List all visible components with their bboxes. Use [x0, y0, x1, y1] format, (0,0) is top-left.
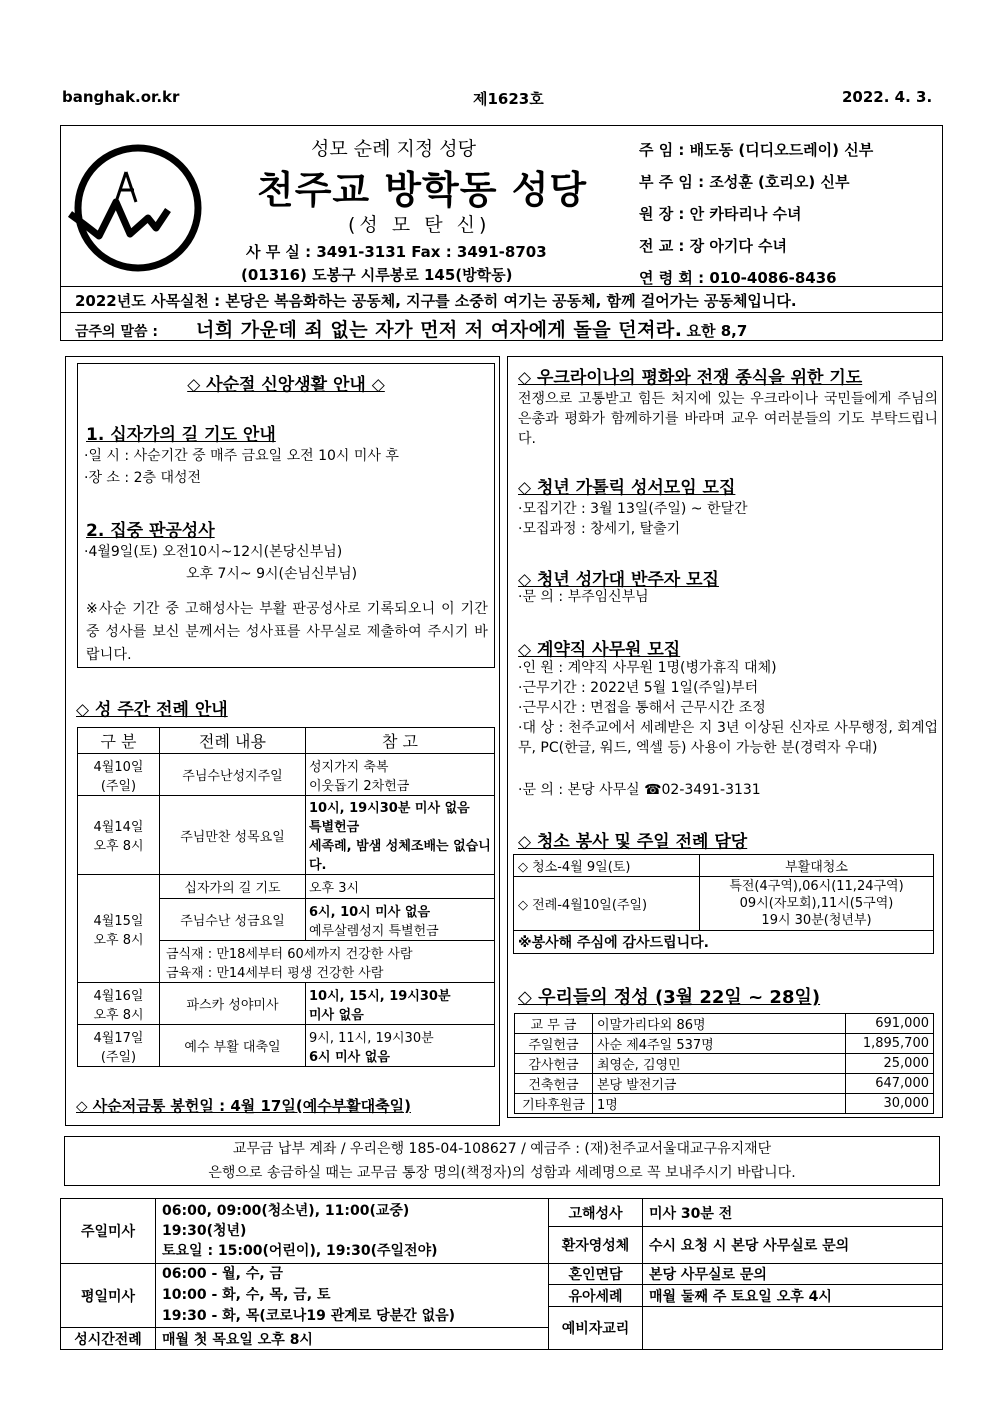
offering-row	[515, 1034, 934, 1054]
adoration-time: 매월 첫 목요일 오후 8시	[156, 1328, 549, 1350]
holy-week-title: ◇ 성 주간 전례 안내	[76, 700, 228, 720]
confession-morning: ·4월9일(토) 오전10시~12시(본당신부님)	[84, 544, 343, 560]
lent-guide-box	[77, 363, 495, 668]
cleaning-duty-table	[513, 854, 934, 954]
row-note: 9시, 11시, 19시30분 6시 미사 없음	[306, 1025, 495, 1067]
choir-pianist-contact: ·문 의 : 부주임신부님	[518, 589, 649, 605]
holy-week-table	[77, 727, 495, 1067]
table-row	[78, 875, 495, 899]
confession-title: 2. 집중 판공성사	[86, 521, 215, 541]
staff-assistant: 부 주 임 : 조성훈 (호리오) 신부	[639, 173, 850, 191]
row-date: 4월17일 (주일)	[78, 1025, 160, 1067]
offering-row	[515, 1074, 934, 1094]
row-liturgy: 십자가의 길 기도	[160, 875, 306, 899]
right-column	[507, 356, 943, 1118]
offering-description: 본당 발전기금	[593, 1074, 846, 1094]
confession-note: ※사순 기간 중 고해성사는 부활 판공성사로 기록되오니 이 기간 중 성사를 보신 분께서는 성사표를 사무실로 제출하여 주시기 바랍니다.	[86, 601, 488, 663]
fasting-rule: 금식재 : 만18세부터 60세까지 건강한 사람 금육재 : 만14세부터 평생 건강한 사람	[160, 941, 495, 983]
col-header-note: 참 고	[306, 728, 495, 754]
infant-baptism-label: 유아세례	[549, 1285, 643, 1307]
header-subtitle: 성모 순례 지정 성당	[311, 138, 476, 160]
row-note: 6시, 10시 미사 없음 예루살렘성지 특별헌금	[306, 899, 495, 941]
row-date: 4월16일 오후 8시	[78, 983, 160, 1025]
offering-category: 감사헌금	[515, 1054, 593, 1074]
offerings-title: ◇ 우리들의 정성 (3월 22일 ~ 28일)	[518, 987, 821, 1008]
youth-bible-course: ·모집과정 : 창세기, 탈출기	[518, 521, 681, 537]
table-row	[78, 754, 495, 796]
offering-amount: 647,000	[846, 1074, 934, 1094]
col-header-category: 구 분	[78, 728, 160, 754]
confession-evening: 오후 7시~ 9시(손님신부님)	[186, 566, 358, 582]
lent-savings-date: ◇ 사순저금통 봉헌일 : 4월 17일(예수부활대축일)	[76, 1097, 411, 1115]
row-date: 4월14일 오후 8시	[78, 796, 160, 875]
parish-title: 천주교 방학동 성당	[257, 168, 588, 212]
staff-funeral-society: 연 령 회 : 010-4086-8436	[639, 269, 837, 287]
staff-superior: 원 장 : 안 카타리나 수녀	[639, 205, 802, 223]
sunday-mass-label: 주일미사	[61, 1199, 156, 1264]
catechism-label: 예비자교리	[549, 1307, 643, 1350]
confession-time: 미사 30분 전	[643, 1199, 943, 1227]
office-staff-hours: ·근무시간 : 면접을 통해서 근무시간 조정	[518, 700, 766, 716]
row-liturgy: 예수 부활 대축일	[160, 1025, 306, 1067]
issue-date: 2022. 4. 3.	[842, 88, 933, 106]
staff-list	[639, 134, 873, 294]
confession-label: 고해성사	[549, 1199, 643, 1227]
offering-description: 사순 제4주일 537명	[593, 1034, 846, 1054]
offering-category: 주일헌금	[515, 1034, 593, 1054]
office-staff-contact: ·문 의 : 본당 사무실 ☎02-3491-3131	[518, 782, 761, 798]
bulletin-header	[60, 125, 943, 287]
offering-row	[515, 1094, 934, 1114]
mass-schedule	[60, 1198, 943, 1350]
cleaning-duty-title: ◇ 청소 봉사 및 주일 전례 담당	[518, 832, 748, 852]
stations-title: 1. 십자가의 길 기도 안내	[86, 425, 276, 445]
liturgy-assignments: 특전(4구역),06시(11,24구역) 09시(자모회),11시(5구역) 19시 30분(청년부)	[700, 877, 934, 931]
table-row	[78, 1025, 495, 1067]
liturgy-date: ◇ 전례-4월10일(주일)	[514, 877, 700, 931]
offering-row	[515, 1054, 934, 1074]
offering-description: 최영순, 김영민	[593, 1054, 846, 1074]
table-row	[514, 931, 934, 954]
pastoral-motto: 2022년도 사목실천 : 본당은 복음화하는 공동체, 지구를 소중히 여기는 공동체, 함께 걸어가는 공동체입니다.	[60, 287, 943, 313]
row-liturgy: 주님만찬 성목요일	[160, 796, 306, 875]
table-row	[514, 877, 934, 931]
row-note: 오후 3시	[306, 875, 495, 899]
youth-bible-period: ·모집기간 : 3월 13일(주일) ~ 한달간	[518, 501, 748, 517]
office-staff-title: ◇ 계약직 사무원 모집	[518, 640, 681, 660]
lent-guide-title: ◇ 사순절 신앙생활 안내 ◇	[187, 375, 385, 395]
youth-bible-title: ◇ 청년 가톨릭 성서모임 모집	[518, 478, 736, 498]
office-address: (01316) 도봉구 시루봉로 145(방학동)	[241, 266, 513, 284]
weekly-word	[60, 313, 943, 341]
patron-name: (성 모 탄 신)	[348, 214, 491, 236]
cleaning-date: ◇ 청소-4월 9일(토)	[514, 855, 700, 877]
parish-logo-icon	[64, 144, 212, 272]
offering-description: 이말가리다외 86명	[593, 1014, 846, 1034]
site-url: banghak.or.kr	[62, 88, 180, 106]
catechism-info	[643, 1307, 943, 1350]
table-row	[78, 983, 495, 1025]
office-staff-count: ·인 원 : 계약직 사무원 1명(병가휴직 대체)	[518, 660, 777, 676]
row-liturgy: 주님수난성지주일	[160, 754, 306, 796]
ukraine-prayer-text: 전쟁으로 고통받고 힘든 처지에 있는 우크라이나 국민들에게 주님의 은총과 평화가 함께하기를 바라며 교우 여러분들의 기도 부탁드립니다.	[518, 391, 938, 447]
col-header-liturgy: 전례 내용	[160, 728, 306, 754]
infant-baptism-info: 매월 둘째 주 토요일 오후 4시	[643, 1285, 943, 1307]
offering-row	[515, 1014, 934, 1034]
office-phone: 사 무 실 : 3491-3131 Fax : 3491-8703	[246, 243, 547, 261]
offering-description: 1명	[593, 1094, 846, 1114]
volunteer-thanks: ※봉사해 주심에 감사드립니다.	[514, 931, 934, 954]
weekday-mass-label: 평일미사	[61, 1264, 156, 1328]
row-liturgy: 파스카 성야미사	[160, 983, 306, 1025]
bank-account: 교무금 납부 계좌 / 우리은행 185-04-108627 / 예금주 : (재)천주교서울대교구유지재단	[232, 1141, 772, 1157]
offering-amount: 691,000	[846, 1014, 934, 1034]
stations-time: ·일 시 : 사순기간 중 매주 금요일 오전 10시 미사 후	[84, 448, 399, 464]
wedding-label: 혼인면담	[549, 1264, 643, 1285]
weekly-word-label: 금주의 말씀 :	[75, 324, 158, 340]
ukraine-prayer-title: ◇ 우크라이나의 평화와 전쟁 종식을 위한 기도	[518, 368, 863, 388]
office-staff-target: ·대 상 : 천주교에서 세례받은 지 3년 이상된 신자로 사무행정, 회계업무, PC(한글, 워드, 엑셀 등) 사용이 가능한 분(경력자 우대)	[518, 720, 938, 756]
issue-number: 제1623호	[473, 90, 544, 108]
sick-communion-info: 수시 요청 시 본당 사무실로 문의	[643, 1227, 943, 1264]
row-date: 4월10일 (주일)	[78, 754, 160, 796]
staff-catechist: 전 교 : 장 아기다 수녀	[639, 237, 788, 255]
bank-note: 은행으로 송금하실 때는 교무금 통장 명의(책정자)의 성함과 세례명으로 꼭 보내주시기 바랍니다.	[208, 1165, 796, 1181]
offering-category: 기타후원금	[515, 1094, 593, 1114]
stations-place: ·장 소 : 2층 대성전	[84, 470, 202, 486]
weekday-mass-times: 06:00 - 월, 수, 금 10:00 - 화, 수, 목, 금, 토 19:30 - 화, 목(코로나19 관계로 당분간 없음)	[156, 1264, 549, 1328]
row-note: 성지가지 축복 이웃돕기 2차헌금	[306, 754, 495, 796]
table-row	[78, 796, 495, 875]
table-row	[514, 855, 934, 877]
row-liturgy: 주님수난 성금요일	[160, 899, 306, 941]
wedding-info: 본당 사무실로 문의	[643, 1264, 943, 1285]
offering-amount: 1,895,700	[846, 1034, 934, 1054]
adoration-label: 성시간전례	[61, 1328, 156, 1350]
sunday-mass-times: 06:00, 09:00(청소년), 11:00(교중) 19:30(청년) 토요일 : 15:00(어린이), 19:30(주일전야)	[156, 1199, 549, 1264]
office-staff-period: ·근무기간 : 2022년 5월 1일(주일)부터	[518, 680, 759, 696]
staff-pastor: 주 임 : 배도동 (디디오드레이) 신부	[639, 141, 874, 159]
offering-category: 건축헌금	[515, 1074, 593, 1094]
offerings-table	[514, 1013, 934, 1114]
schedule-row	[61, 1199, 943, 1227]
tithe-bank-info	[64, 1136, 940, 1186]
offering-amount: 30,000	[846, 1094, 934, 1114]
weekly-word-text: 너희 가운데 죄 없는 자가 먼저 저 여자에게 돌을 던져라.	[195, 319, 683, 341]
row-date: 4월15일 오후 8시	[78, 875, 160, 983]
cleaning-task: 부활대청소	[700, 855, 934, 877]
table-header-row	[78, 728, 495, 754]
sick-communion-label: 환자영성체	[549, 1227, 643, 1264]
offering-category: 교 무 금	[515, 1014, 593, 1034]
row-note: 10시, 15시, 19시30분 미사 없음	[306, 983, 495, 1025]
choir-pianist-title: ◇ 청년 성가대 반주자 모집	[518, 570, 719, 590]
offering-amount: 25,000	[846, 1054, 934, 1074]
row-note: 10시, 19시30분 미사 없음 특별헌금 세족례, 밤샘 성체조배는 없습니다.	[306, 796, 495, 875]
schedule-row	[61, 1264, 943, 1285]
weekly-word-ref: 요한 8,7	[686, 322, 748, 340]
left-column	[65, 356, 500, 1126]
